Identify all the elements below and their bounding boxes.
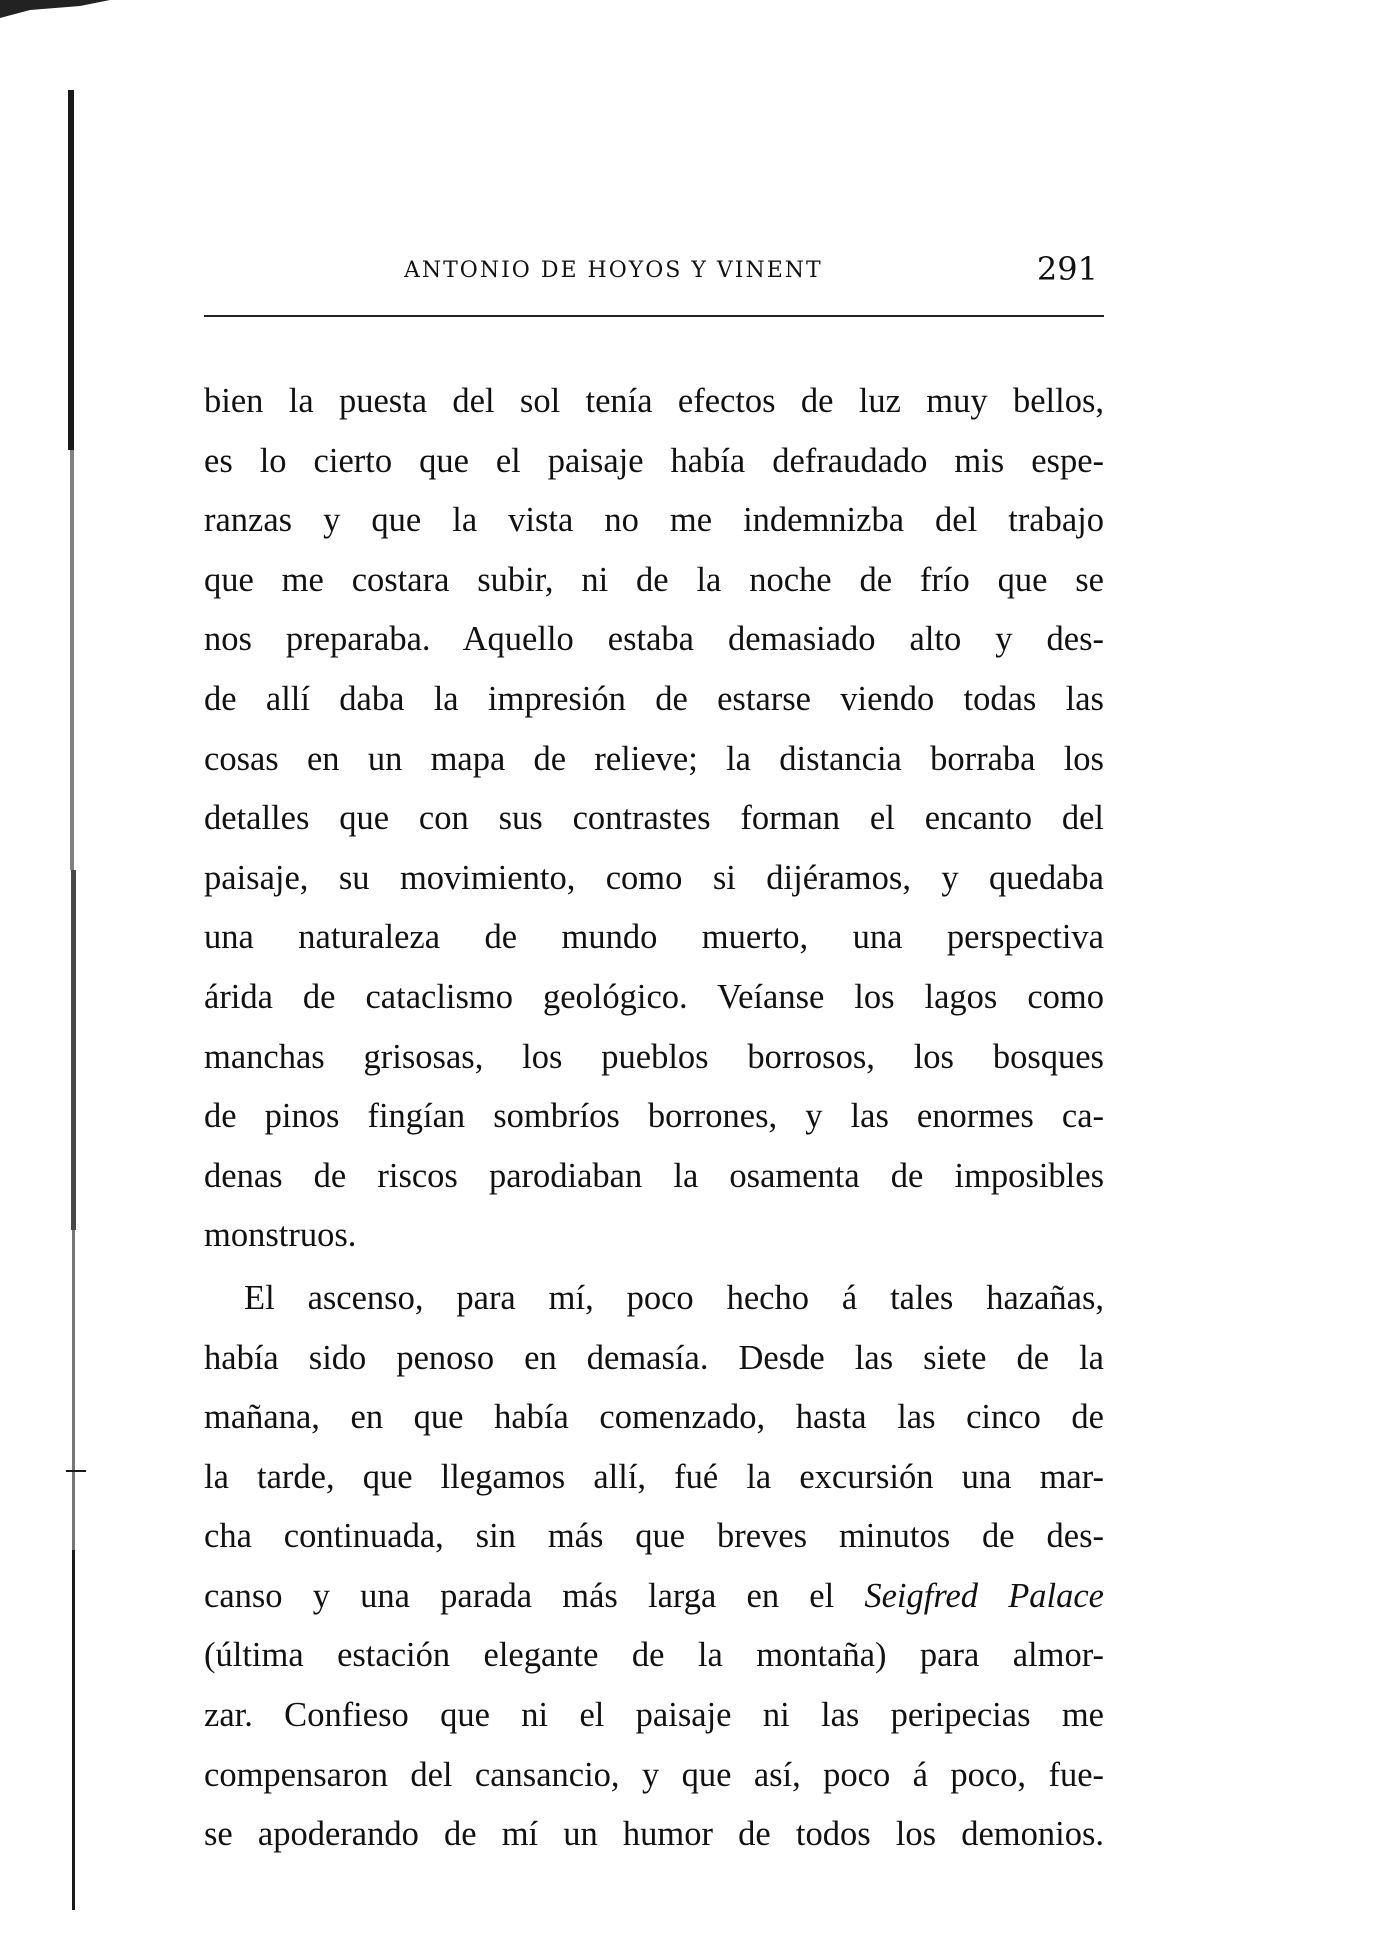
text-line: una naturaleza de mundo muerto, una perspectiva <box>204 918 1104 957</box>
text-line: denas de riscos parodiaban la osamenta de imposibles <box>204 1156 1104 1195</box>
text-line: de pinos fingían sombríos borrones, y las enormes ca- <box>204 1097 1104 1136</box>
text-line: manchas grisosas, los pueblos borrosos, los bosques <box>204 1037 1104 1076</box>
text-line: se apoderando de mí un humor de todos los demonios. <box>204 1815 1104 1854</box>
text-line: que me costara subir, ni de la noche de frío que se <box>204 560 1104 599</box>
page-header <box>198 250 1108 300</box>
text-line: había sido penoso en demasía. Desde las siete de la <box>204 1338 1104 1377</box>
text-line: El ascenso, para mí, poco hecho á tales hazañas, <box>244 1278 1104 1317</box>
text-line-with-italic <box>204 1567 1104 1627</box>
text-line: nos preparaba. Aquello estaba demasiado alto y des- <box>204 620 1104 659</box>
text-line: cosas en un mapa de relieve; la distancia borraba los <box>204 739 1104 778</box>
scan-corner-mark <box>0 0 110 20</box>
running-head: ANTONIO DE HOYOS Y VINENT <box>404 258 823 283</box>
header-rule <box>204 315 1104 317</box>
text-line: detalles que con sus contrastes forman el encanto del <box>204 799 1104 838</box>
text-line: monstruos. <box>204 1216 357 1255</box>
text-line: bien la puesta del sol tenía efectos de luz muy bellos, <box>204 382 1104 420</box>
text-segment: canso y una parada más larga en el <box>204 1576 865 1615</box>
text-line: zar. Confieso que ni el paisaje ni las peripecias me <box>204 1696 1104 1735</box>
text-line: la tarde, que llegamos allí, fué la excursión una mar- <box>204 1457 1104 1496</box>
binding-edge <box>60 70 90 1890</box>
text-line: paisaje, su movimiento, como si dijéramos, y quedaba <box>204 858 1104 897</box>
text-line: de allí daba la impresión de estarse viendo todas las <box>204 679 1104 718</box>
text-line: mañana, en que había comenzado, hasta las cinco de <box>204 1398 1104 1437</box>
text-line: árida de cataclismo geológico. Veíanse los lagos como <box>204 977 1104 1016</box>
paragraph <box>204 372 1104 1266</box>
text-line: es lo cierto que el paisaje había defraudado mis espe- <box>204 441 1104 480</box>
italic-place-name: Seigfred Palace <box>864 1576 1104 1615</box>
text-line: cha continuada, sin más que breves minutos de des- <box>204 1517 1104 1556</box>
text-line: ranzas y que la vista no me indemnizba del trabajo <box>204 501 1104 540</box>
text-line: (última estación elegante de la montaña) para almor- <box>204 1636 1104 1675</box>
paragraph <box>204 1269 1104 1865</box>
body-text <box>204 372 1104 1865</box>
page-number: 291 <box>1036 250 1098 288</box>
text-line: compensaron del cansancio, y que así, poco á poco, fue- <box>204 1755 1104 1794</box>
